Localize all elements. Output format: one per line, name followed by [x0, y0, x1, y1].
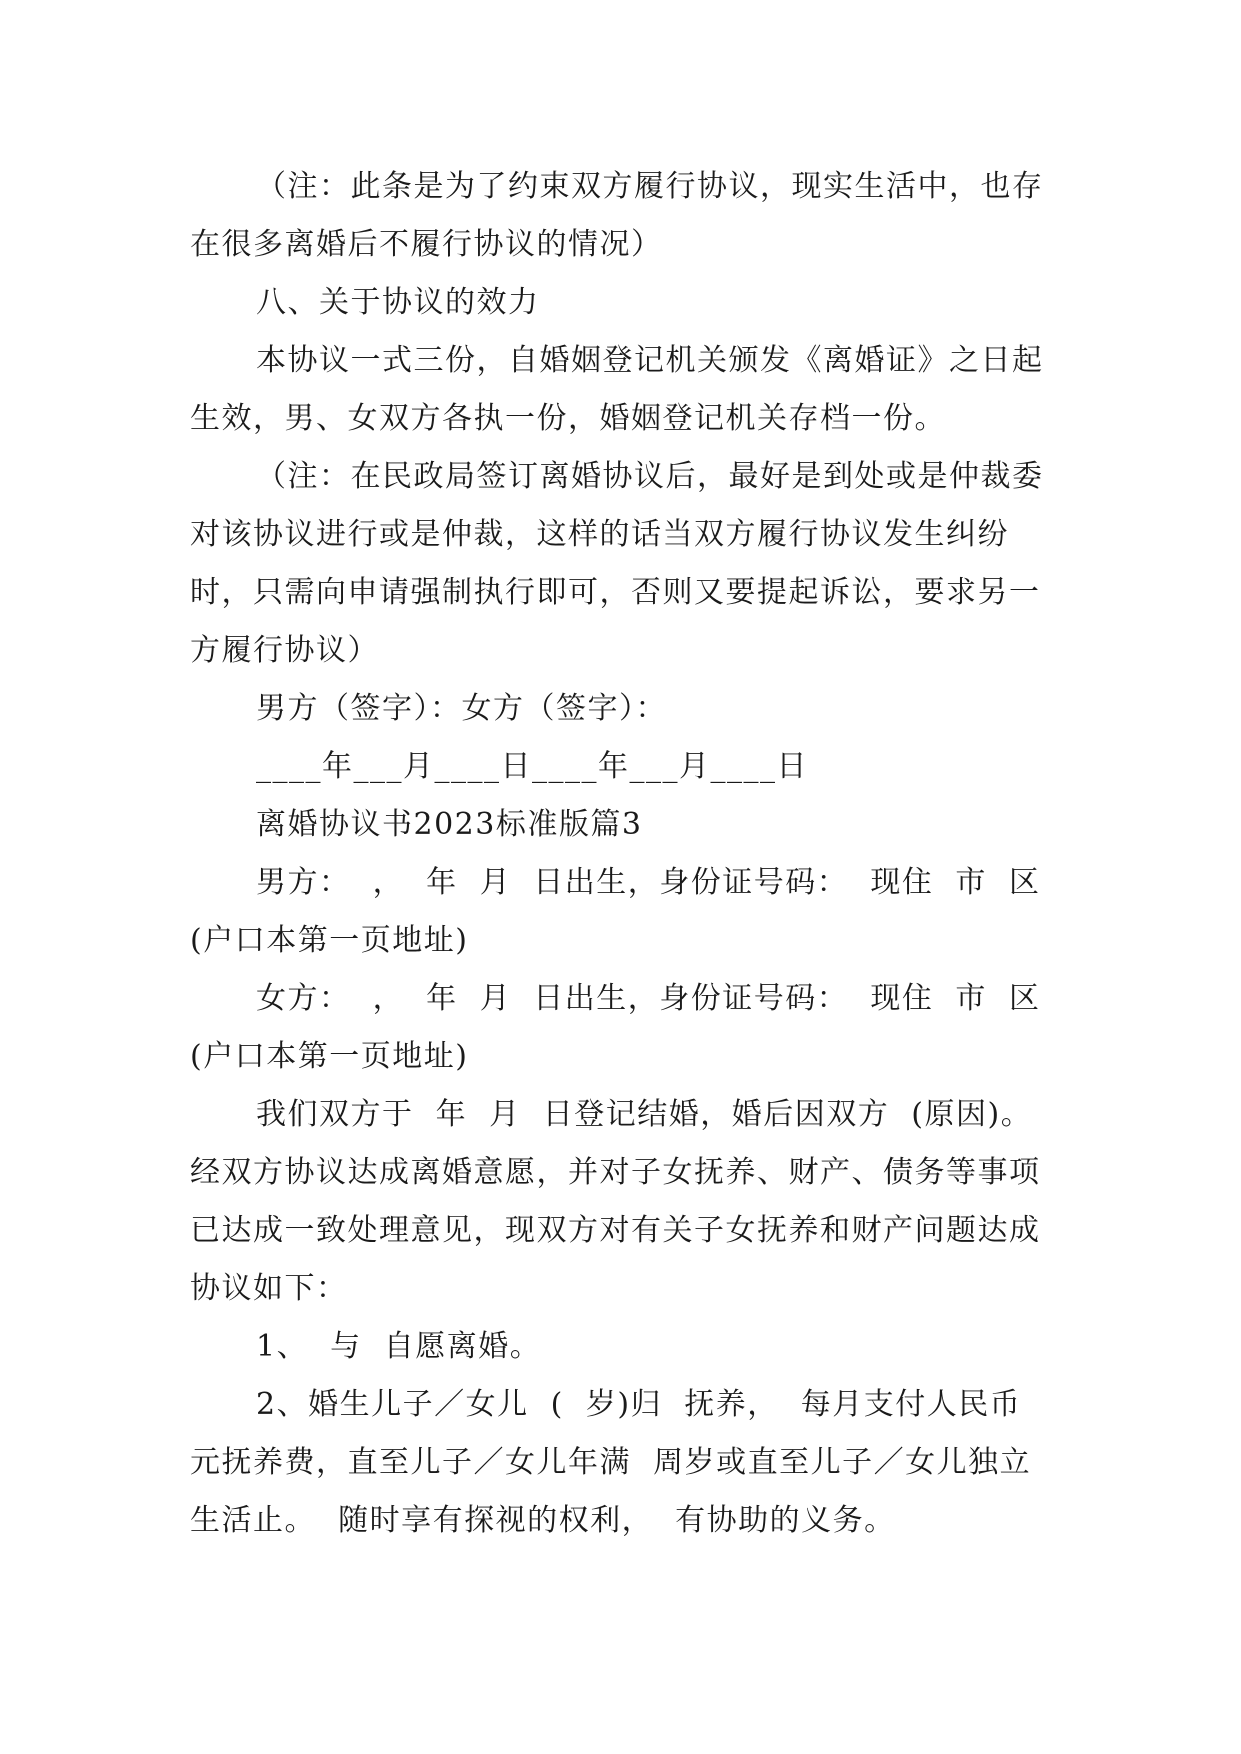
female-party-paragraph: 女方： ， 年 月 日出生，身份证号码： 现住 市 区(户口本第一页地址): [190, 981, 1041, 1074]
document-body: [190, 158, 1060, 1550]
validity-paragraph: 本协议一式三份，自婚姻登记机关颁发《离婚证》之日起生效，男、女双方各执一份，婚姻登记机关存档一份。: [190, 343, 1044, 436]
note-paragraph: （注：此条是为了约束双方履行协议，现实生活中，也存在很多离婚后不履行协议的情况）: [190, 169, 1044, 262]
clause-paragraph: 2、婚生儿子／女儿 ( 岁)归 抚养， 每月支付人民币 元抚养费，直至儿子／女儿年满 周岁或直至儿子／女儿独立生活止。 随时享有探视的权利， 有协助的义务。: [190, 1387, 1044, 1538]
signature-line: 男方（签字）：女方（签字）：: [256, 691, 667, 726]
note-paragraph: （注：在民政局签订离婚协议后，最好是到处或是仲裁委对该协议进行或是仲裁，这样的话当双方履行协议发生纠纷时，只需向申请强制执行即可，否则又要提起诉讼，要求另一方履行协议）: [190, 459, 1044, 668]
agreement-title: 离婚协议书2023标准版篇3: [256, 807, 643, 842]
section-heading: 八、关于协议的效力: [256, 285, 540, 320]
male-party-paragraph: 男方： ， 年 月 日出生，身份证号码： 现住 市 区(户口本第一页地址): [190, 865, 1041, 958]
preamble-paragraph: 我们双方于 年 月 日登记结婚，婚后因双方 (原因)。经双方协议达成离婚意愿，并对子女抚养、财产、债务等事项已达成一致处理意见，现双方对有关子女抚养和财产问题达成协议如下：: [190, 1097, 1041, 1306]
clause-paragraph: 1、 与 自愿离婚。: [256, 1329, 542, 1364]
date-line: ____年___月____日____年___月____日: [256, 749, 808, 784]
